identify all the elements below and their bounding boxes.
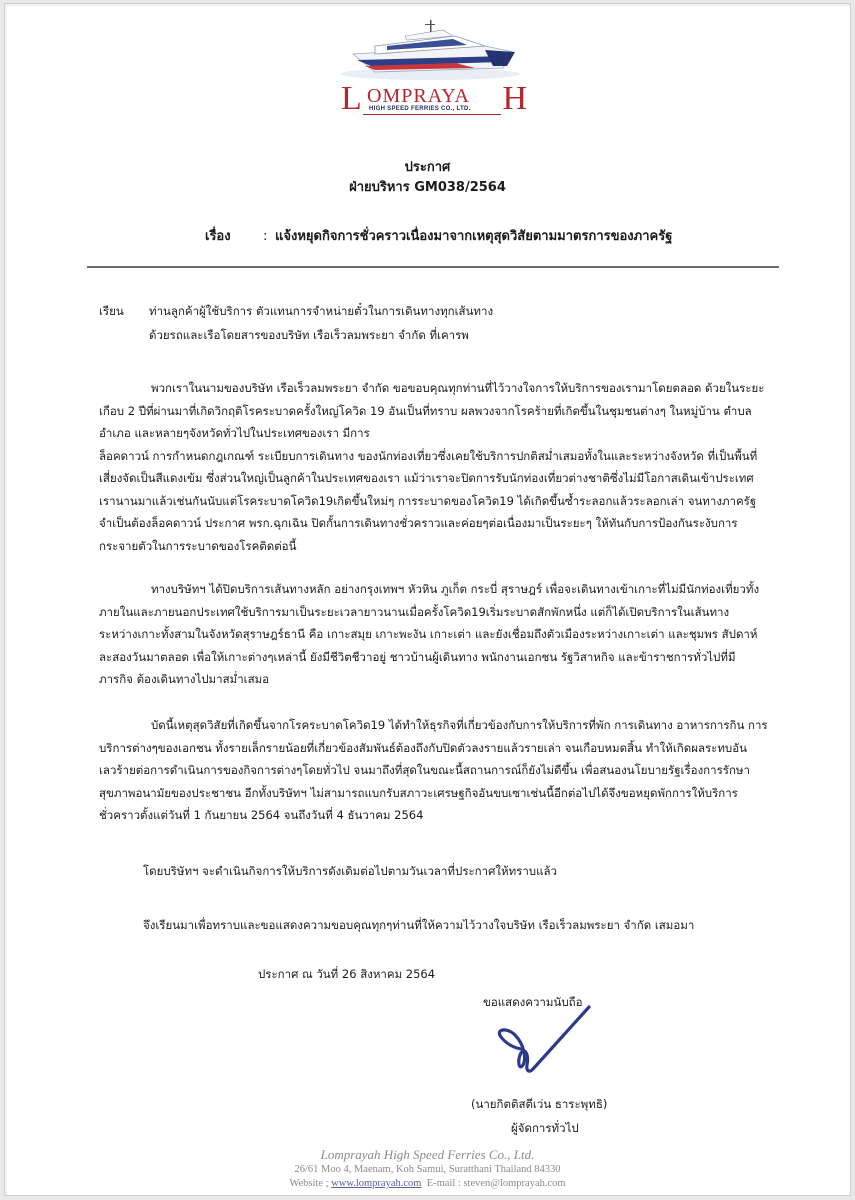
body-paragraph-1 <box>99 377 789 557</box>
closing-statement: โดยบริษัทฯ จะดำเนินกิจการให้บริการดังเดิมต่อไปตามวันเวลาที่ประกาศให้ทราบแล้ว <box>143 864 558 878</box>
email-address[interactable]: steven@lomprayah.com <box>463 1178 566 1189</box>
paragraph-line: กระจายตัวในการระบาดของโรคติดต่อนี้ <box>99 538 297 553</box>
announcement-heading: ประกาศ <box>404 160 451 175</box>
paragraph-line: ภายในและภายนอกประเทศใช้บริการมาเป็นระยะเวลายาวนานเมื่อครั้งโควิด19เริ่มระบาดสักพักหนึ่ง แต่ก็ได้เปิดบริการในเส้นทาง <box>99 604 730 619</box>
addressee-block <box>99 299 493 347</box>
paragraph-line: จำเป็นต้องล็อคดาวน์ ประกาศ พรก.ฉุกเฉิน ปิดกั้นการเดินทางชั่วคราวและค่อยๆต่อเนื่องมาเป็นระยะๆ ให้ทันกับการป้องกันระงับการ <box>99 516 738 530</box>
website-link[interactable]: www.lomprayah.com <box>331 1178 422 1189</box>
addressee-line: ด้วยรถและเรือโดยสารของบริษัท เรือเร็วลมพระยา จำกัด ที่เคารพ <box>149 328 469 342</box>
paragraph-line: สุขภาพอนามัยของประชาชน อีกทั้งบริษัทฯ ไม่สามารถแบกรับสภาวะเศรษฐกิจอันขบเซาเช่นนี้อีกต่อไปได้จึงขอหยุดพักการให้บริการ <box>99 785 738 800</box>
paragraph-line: พวกเราในนามของบริษัท เรือเร็วลมพระยา จำกัด ขอขอบคุณทุกท่านที่ไว้วางใจการให้บริการของเรามาโดยตลอด ด้วยในระยะ <box>151 381 765 395</box>
paragraph-line: ทางบริษัทฯ ได้ปิดบริการเส้นทางหลัก อย่างกรุงเทพฯ หัวหิน ภูเก็ต กระบี่ สุราษฎร์ เพื่อจะเดินทางเข้าเกาะที่ไม่มีนักท่องเที่ยวทั้ง <box>151 582 760 596</box>
paragraph-line: ชั่วคราวตั้งแต่วันที่ 1 กันยายน 2564 จนถึงวันที่ 4 ธันวาคม 2564 <box>99 808 424 822</box>
company-logo <box>335 16 535 116</box>
ferry-icon <box>335 16 535 82</box>
subject-text: แจ้งหยุดกิจการชั่วคราวเนื่องมาจากเหตุสุดวิสัยตามมาตรการของภาครัฐ <box>275 229 673 244</box>
paragraph-line: บัดนี้เหตุสุดวิสัยที่เกิดขึ้นจากโรคระบาดโควิด19 ได้ทำให้ธุรกิจที่เกี่ยวข้องกับการให้บริการที่พัก การเดินทาง อาหารการกิน การ <box>151 718 768 732</box>
logo-letters-ompraya: OMPRAYA <box>367 85 470 107</box>
footer-contact <box>5 1178 850 1189</box>
subject-label: เรื่อง <box>205 229 231 244</box>
paragraph-line: ละสองวันมาตลอด เพื่อให้เกาะต่างๆเหล่านี้ ยังมีชีวิตชีวาอยู่ ชาวบ้านผู้เดินทาง พนักงานเอกชน รัฐวิสาหกิจ และข้าราชการทั่วไปที่มี <box>99 649 736 664</box>
paragraph-line: ภารกิจ ต้องเดินทางไปมาสม่ำเสมอ <box>99 672 270 686</box>
paragraph-line: บริการต่างๆของเอกชน ทั้งรายเล็กรายน้อยที่เกี่ยวข้องสัมพันธ์ต้องถึงกับปิดตัวลงรายแล้วรายเล่า จนเกือบหมดสิ้น ทำให้เกิดผลระทบอัน <box>99 740 747 755</box>
logo-tagline: HIGH SPEED FERRIES CO., LTD. <box>369 106 471 112</box>
email-label: E-mail : <box>426 1178 461 1189</box>
website-label: Website ; <box>289 1178 329 1189</box>
logo-letter-h: H <box>502 80 527 117</box>
logo-wordmark <box>341 82 531 118</box>
paragraph-line: เกือบ 2 ปีที่ผ่านมาที่เกิดวิกฤติโรคระบาดครั้งใหญ่โควิด 19 อันเป็นที่ทราบ ผลพวงจากโรคร้ายที่เกิดขึ้นในชุมชนต่างๆ ในหมู่บ้าน ตำบล <box>99 403 752 418</box>
handwritten-signature <box>493 999 603 1089</box>
header-divider <box>87 266 779 268</box>
addressee-line: ท่านลูกค้าผู้ใช้บริการ ตัวแทนการจำหน่ายตั๋วในการเดินทางทุกเส้นทาง <box>149 304 494 318</box>
subject-line <box>205 225 672 246</box>
closing-thanks: จึงเรียนมาเพื่อทราบและขอแสดงความขอบคุณทุกๆท่านที่ให้ความไว้วางใจบริษัท เรือเร็วลมพระยา จำกัด เสมอมา <box>143 918 695 932</box>
paragraph-line: เสี่ยงจัดเป็นสีแดงเข้ม ซึ่งส่วนใหญ่เป็นลูกค้าในประเทศของเรา แม้ว่าเราจะปิดการรับนักท่องเที่ยวต่างชาติซึ่งไม่มีโอกาสเดินเข้าประเทศ <box>99 471 754 485</box>
footer-company: Lomprayah High Speed Ferries Co., Ltd. <box>320 1147 535 1162</box>
department-reference: ฝ่ายบริหาร GM038/2564 <box>349 180 506 195</box>
paragraph-line: อำเภอ และหลายๆจังหวัดทั่วไปในประเทศของเรา มีการ <box>99 426 370 440</box>
body-paragraph-2 <box>99 578 789 691</box>
logo-letter-l: L <box>341 80 362 117</box>
document-page <box>4 3 851 1196</box>
signer-title: ผู้จัดการทั่วไป <box>511 1121 579 1135</box>
subject-colon: : <box>263 229 268 244</box>
paragraph-line: ระหว่างเกาะทั้งสามในจังหวัดสุราษฎร์ธานี คือ เกาะสมุย เกาะพะงัน เกาะเต่า และยังเชื่อมถึงตัวเมืองระหว่างเกาะเต่า และชุมพร สัปดาห์ <box>99 627 758 641</box>
announcement-date: ประกาศ ณ วันที่ 26 สิงหาคม 2564 <box>258 967 436 981</box>
body-paragraph-3 <box>99 714 789 827</box>
paragraph-line: เลวร้ายต่อการดำเนินการของกิจการต่างๆโดยทั่วไป จนมาถึงที่สุดในขณะนี้สถานการณ์ก็ยังไม่ดีขึ้น เพื่อสนองนโยบายรัฐเรื่องการรักษา <box>99 763 750 777</box>
logo-underline <box>363 114 501 115</box>
paragraph-line: เรานานมาแล้วเช่นกันนับแต่โรคระบาดโควิด19เกิดขึ้นใหม่ๆ การระบาดของโควิด19 ได้เกิดขึ้นซ้ำระลอกแล้วระลอกเล่า จนทางภาครัฐ <box>99 493 757 508</box>
footer-address: 26/61 Moo 4, Maenam, Koh Samui, Suratthani Thailand 84330 <box>294 1164 561 1175</box>
paragraph-line: ล็อคดาวน์ การกำหนดกฎเกณฑ์ ระเบียบการเดินทาง ของนักท่องเที่ยวซึ่งเคยใช้บริการปกติสม่ำเสมอทั้งในและระหว่างจังหวัด ที่เป็นพื้นที่ <box>99 448 758 463</box>
addressee-label: เรียน <box>99 304 124 318</box>
regards-text: ขอแสดงความนับถือ <box>483 995 583 1009</box>
signer-name: (นายกิตติสตีเว่น ธาระพุทธิ) <box>471 1097 608 1111</box>
